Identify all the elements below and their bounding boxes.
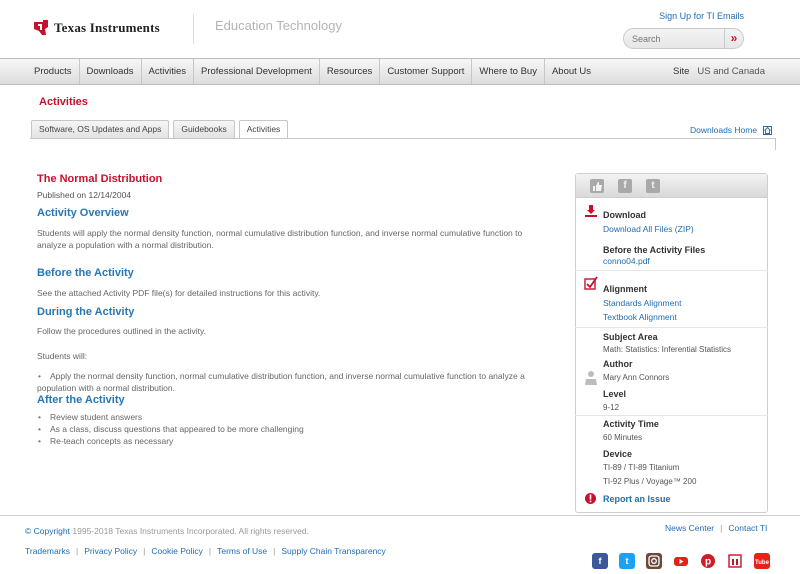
cookie-policy-link[interactable]: Cookie Policy <box>151 546 203 556</box>
level-label: Level <box>603 389 627 399</box>
subject-label: Subject Area <box>603 332 658 342</box>
list-item: • Re-teach concepts as necessary <box>37 435 537 447</box>
before-heading: Before the Activity <box>37 267 134 279</box>
level-value: 9-12 <box>603 403 620 412</box>
report-issue-link[interactable]: Report an Issue <box>603 494 671 504</box>
tab-software[interactable]: Software, OS Updates and Apps <box>31 120 169 138</box>
privacy-policy-link[interactable]: Privacy Policy <box>84 546 138 556</box>
facebook-icon[interactable]: f <box>618 179 632 193</box>
signup-link[interactable]: Sign Up for TI Emails <box>659 11 744 21</box>
link-separator: | <box>76 546 79 556</box>
news-center-link[interactable]: News Center <box>665 523 715 533</box>
ti-logo[interactable] <box>32 19 160 37</box>
alert-icon <box>584 492 597 507</box>
supply-chain-link[interactable]: Supply Chain Transparency <box>281 546 386 556</box>
link-separator: | <box>208 546 212 556</box>
download-icon <box>584 204 598 220</box>
footer-right-links <box>665 523 767 533</box>
trademarks-link[interactable]: Trademarks <box>25 546 71 556</box>
copyright-symbol[interactable]: © Copyright <box>25 526 71 536</box>
search-box <box>623 28 744 49</box>
facebook-icon[interactable]: f <box>592 553 608 569</box>
site-header <box>0 0 800 58</box>
nav-downloads[interactable]: Downloads <box>80 59 142 84</box>
home-icon <box>763 126 772 135</box>
downloads-home-label: Downloads Home <box>690 125 758 135</box>
site-selector[interactable] <box>673 59 765 84</box>
contact-ti-link[interactable]: Contact TI <box>728 523 768 533</box>
nav-customer-support[interactable]: Customer Support <box>380 59 472 84</box>
tab-divider <box>30 138 776 139</box>
terms-of-use-link[interactable]: Terms of Use <box>217 546 268 556</box>
during-bullet-list <box>37 370 537 394</box>
copyright-text: 1995-2018 Texas Instruments Incorporated. All rights reserved. <box>72 526 309 536</box>
social-icons <box>592 553 781 569</box>
before-text: See the attached Activity PDF file(s) for detailed instructions for this activity. <box>37 288 321 298</box>
file-link[interactable]: conno04.pdf <box>603 256 650 266</box>
page-title: Activities <box>39 96 88 108</box>
svg-text:p: p <box>704 556 712 568</box>
activity-title: The Normal Distribution <box>37 173 163 185</box>
site-value: US and Canada <box>697 66 765 77</box>
footer-divider <box>0 515 800 516</box>
author-icon <box>584 370 598 388</box>
author-value: Mary Ann Connors <box>603 373 670 382</box>
ti-logo-icon <box>32 19 50 37</box>
footer-links <box>25 546 386 556</box>
svg-text:Tube: Tube <box>755 560 769 566</box>
main-nav <box>0 58 800 85</box>
checkbox-icon <box>584 276 598 292</box>
search-input[interactable] <box>624 29 726 48</box>
nav-where-to-buy[interactable]: Where to Buy <box>472 59 545 84</box>
site-label: Site <box>673 66 690 77</box>
header-divider <box>193 14 194 44</box>
time-value: 60 Minutes <box>603 433 643 442</box>
tube-icon[interactable] <box>754 553 770 569</box>
link-separator: | <box>143 546 146 556</box>
nav-activities[interactable]: Activities <box>142 59 194 84</box>
brand-name: Texas Instruments <box>54 20 160 35</box>
alignment-label: Alignment <box>603 284 647 294</box>
sidebar-divider <box>575 415 768 416</box>
list-item: • Apply the normal density function, normal cumulative distribution function, and inverse normal cumulative function to analyze a population with a normal distribution. <box>37 370 537 394</box>
tab-divider-edge <box>775 138 776 150</box>
device-value: TI-89 / TI-89 Titanium <box>603 463 680 472</box>
published-date: Published on 12/14/2004 <box>37 190 132 200</box>
nav-products[interactable]: Products <box>27 59 80 84</box>
list-item: • As a class, discuss questions that appeared to be more challenging <box>37 423 537 435</box>
subject-value: Math: Statistics: Inferential Statistics <box>603 345 732 354</box>
before-files-label: Before the Activity Files <box>603 245 706 255</box>
sidebar-divider <box>575 327 768 328</box>
like-icon[interactable] <box>590 179 604 193</box>
after-bullet-list <box>37 411 537 447</box>
pinterest-icon[interactable] <box>700 553 716 569</box>
instagram-icon[interactable] <box>646 553 662 569</box>
device-label: Device <box>603 449 633 459</box>
share-bar <box>576 174 767 198</box>
copyright <box>25 526 309 536</box>
standards-alignment-link[interactable]: Standards Alignment <box>603 298 682 308</box>
tab-guidebooks[interactable]: Guidebooks <box>173 120 234 138</box>
twitter-icon[interactable]: t <box>646 179 660 193</box>
sidebar-divider <box>575 270 768 271</box>
time-label: Activity Time <box>603 419 659 429</box>
during-heading: During the Activity <box>37 306 135 318</box>
overview-heading: Activity Overview <box>37 207 129 219</box>
download-label: Download <box>603 210 646 220</box>
link-separator: | <box>273 546 276 556</box>
list-item: • Review student answers <box>37 411 537 423</box>
nav-professional-development[interactable]: Professional Development <box>194 59 320 84</box>
nav-resources[interactable]: Resources <box>320 59 380 84</box>
link-separator: | <box>720 523 723 533</box>
tab-activities[interactable]: Activities <box>239 120 289 139</box>
author-label: Author <box>603 359 633 369</box>
after-heading: After the Activity <box>37 394 125 406</box>
during-text: Follow the procedures outlined in the activity. <box>37 326 206 336</box>
youtube-icon[interactable] <box>673 553 689 569</box>
downloads-home-link[interactable] <box>690 125 772 135</box>
twitter-icon[interactable]: t <box>619 553 635 569</box>
students-will-label: Students will: <box>37 351 88 361</box>
search-button[interactable]: » <box>724 29 743 48</box>
download-all-link[interactable]: Download All Files (ZIP) <box>603 224 694 234</box>
device-value: TI-92 Plus / Voyage™ 200 <box>603 477 697 486</box>
download-tabs <box>31 120 292 139</box>
textbook-alignment-link[interactable]: Textbook Alignment <box>603 312 677 322</box>
rss-icon[interactable] <box>727 553 743 569</box>
nav-about-us[interactable]: About Us <box>551 66 592 77</box>
overview-text: Students will apply the normal density function, normal cumulative distribution function, and inverse normal cumulative function to analyze a population with a normal distribution. <box>37 228 523 250</box>
section-title: Education Technology <box>215 18 342 33</box>
